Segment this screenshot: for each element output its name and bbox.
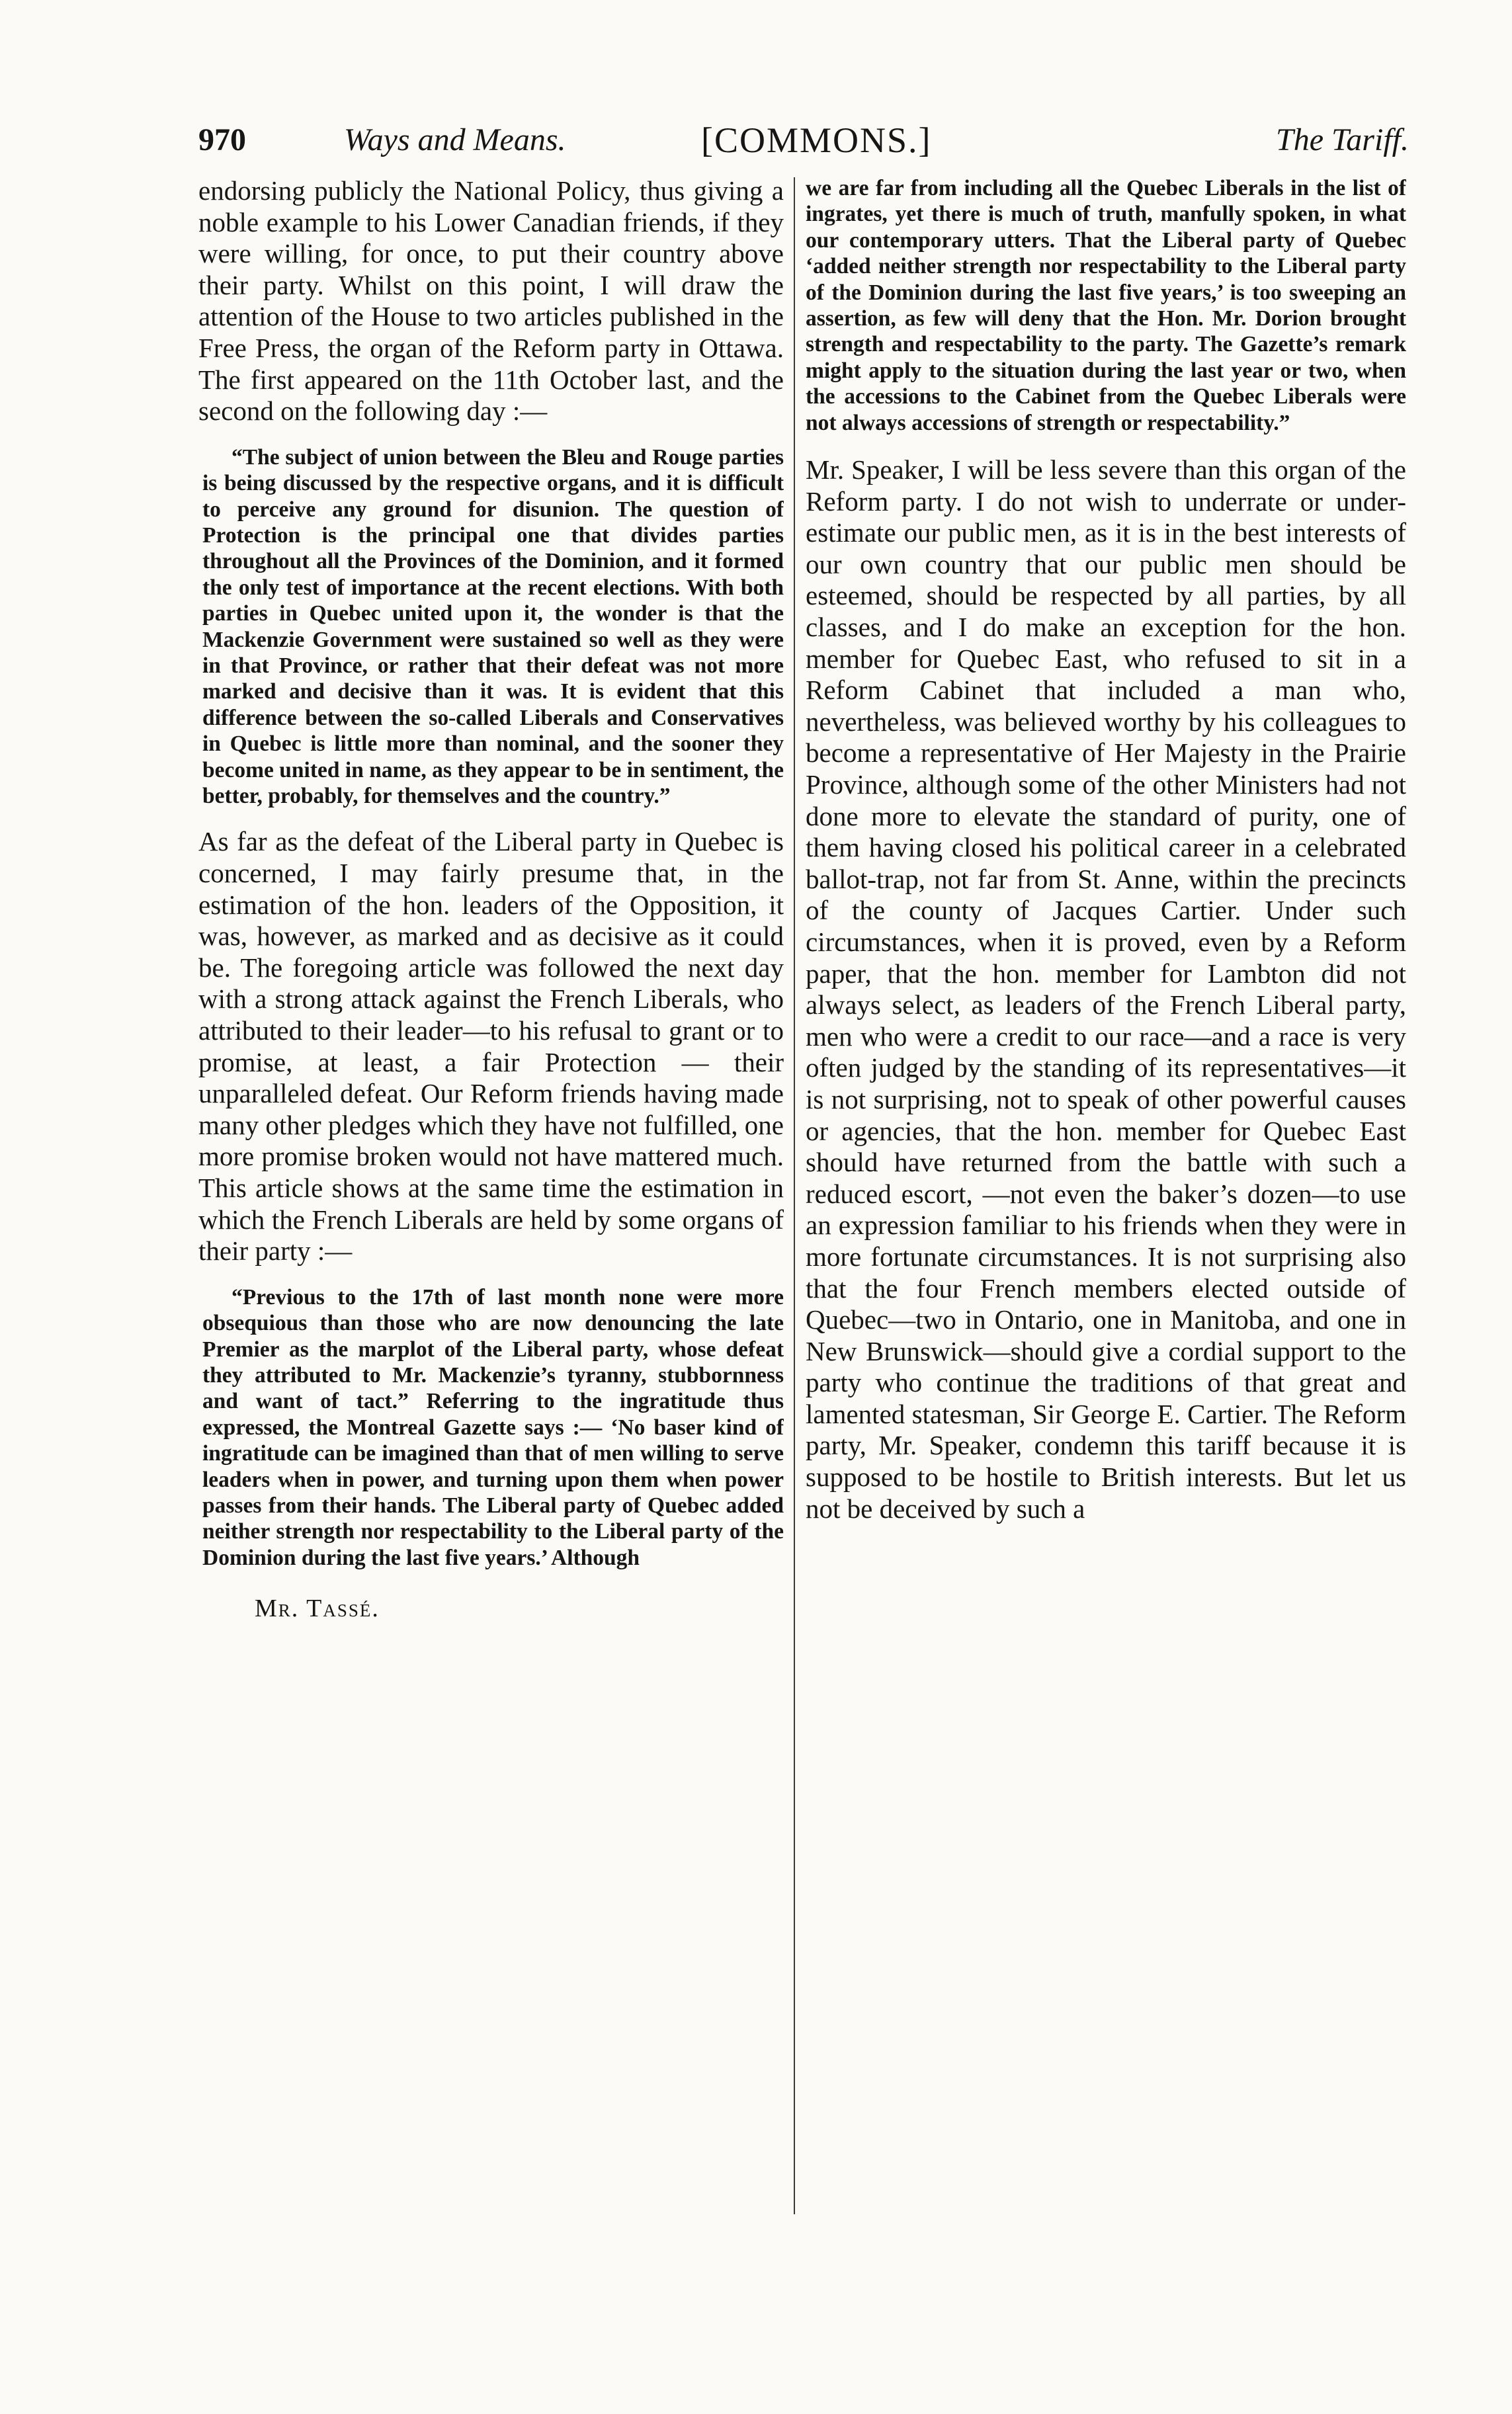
left-running-title: Ways and Means. <box>344 122 566 157</box>
right-quote-continuation: we are far from including all the Quebec Liberals in the list of ingrates, yet there is much of truth, manfully spoken, in what our contemporary utters. That the Liberal party of Quebec ‘added neither strength nor respectability to the Liberal party of the Dominion during the last five years,’ is too sweeping an assertion, as few will deny that the Hon. Mr. Dorion brought strength and respectability to the party. The Gazette’s remark might apply to the situation during the last year or two, when the accessions to the Cabinet from the Quebec Liberals were not always accessions of strength or respectability.” <box>806 176 1406 435</box>
speaker-signature: Mr. Tassé. <box>255 1595 380 1623</box>
left-quote-2: “Previous to the 17th of last month none were more obsequious than those who are now denouncing the late Premier as the marplot of the Liberal party, whose defeat they attributed to Mr. Mackenzie’s tyranny, stubbornness and want of tact.” Referring to the ingratitude thus expressed, the Montreal Gazette says :— ‘No baser kind of ingratitude can be imagined than that of men willing to serve leaders when in power, and turning upon them when power passes from their hands. The Liberal party of Quebec added neither strength nor respectability to the Liberal party of the Dominion during the last five years.’ Although <box>202 1284 784 1570</box>
page-number: 970 <box>198 122 246 157</box>
center-running-title: [COMMONS.] <box>701 120 932 160</box>
running-head <box>198 114 1409 167</box>
left-paragraph-1: endorsing publicly the National Policy, thus giving a noble example to his Lower Canadian friends, if they were willing, for once, to put their country above their party. Whilst on this point, I will draw the attention of the House to two articles published in the Free Press, the organ of the Reform party in Ottawa. The first appeared on the 11th October last, and the second on the following day :— <box>198 175 784 427</box>
right-column <box>806 175 1406 2285</box>
right-paragraph-1: Mr. Speaker, I will be less severe than this organ of the Reform party. I do not wish to underrate or under-estimate our public men, as it is in the best interests of our own country that our public men should be esteemed, should be respected by all parties, by all classes, and I do make an exception for the hon. member for Quebec East, who refused to sit in a Reform Cabinet that included a man who, nevertheless, was believed worthy by his colleagues to become a representative of Her Majesty in the Prairie Province, although some of the other Ministers had not done more to elevate the standard of purity, one of them having closed his political career in a celebrated ballot-trap, not far from St. Anne, within the precincts of the county of Jacques Cartier. Under such circumstances, when it is proved, even by a Reform paper, that the hon. member for Lambton did not always select, as leaders of the French Liberal party, men who were a credit to our race—and a race is very often judged by the standing of its representatives—it is not surprising, not to speak of other powerful causes or agencies, that the hon. member for Quebec East should have returned from the battle with such a reduced escort, —not even the baker’s dozen—to use an expression familiar to his friends when they were in more fortunate circumstances. It is not surprising also that the four French members elected outside of Quebec—two in Ontario, one in Manitoba, and one in New Brunswick—should give a cordial support to the party who continue the traditions of that great and lamented statesman, Sir George E. Cartier. The Reform party, Mr. Speaker, condemn this tariff because it is supposed to be hostile to British interests. But let us not be deceived by such a <box>806 454 1406 1524</box>
column-divider <box>794 177 795 2214</box>
left-column <box>198 175 784 2285</box>
right-running-title: The Tariff. <box>1276 122 1409 157</box>
left-quote-1: “The subject of union between the Bleu and Rouge parties is being discussed by the respective organs, and it is difficult to perceive any ground for disunion. The question of Protection is the principal one that divides parties throughout all the Provinces of the Dominion, and it formed the only test of importance at the recent elections. With both parties in Quebec united upon it, the wonder is that the Mackenzie Government were sustained so well as they were in that Province, or rather that their defeat was not more marked and decisive than it was. It is evident that this difference between the so-called Liberals and Conservatives in Quebec is little more than nominal, and the sooner they become united in name, as they appear to be in sentiment, the better, probably, for themselves and the country.” <box>202 444 784 809</box>
left-paragraph-2: As far as the defeat of the Liberal party in Quebec is concerned, I may fairly presume that, in the estimation of the hon. leaders of the Opposition, it was, however, as marked and as decisive as it could be. The foregoing article was followed the next day with a strong attack against the French Liberals, who attributed to their leader—to his refusal to grant or to promise, at least, a fair Protection — their unparalleled defeat. Our Reform friends having made many other pledges which they have not fulfilled, one more promise broken would not have mattered much. This article shows at the same time the estimation in which the French Liberals are held by some organs of their party :— <box>198 826 784 1267</box>
